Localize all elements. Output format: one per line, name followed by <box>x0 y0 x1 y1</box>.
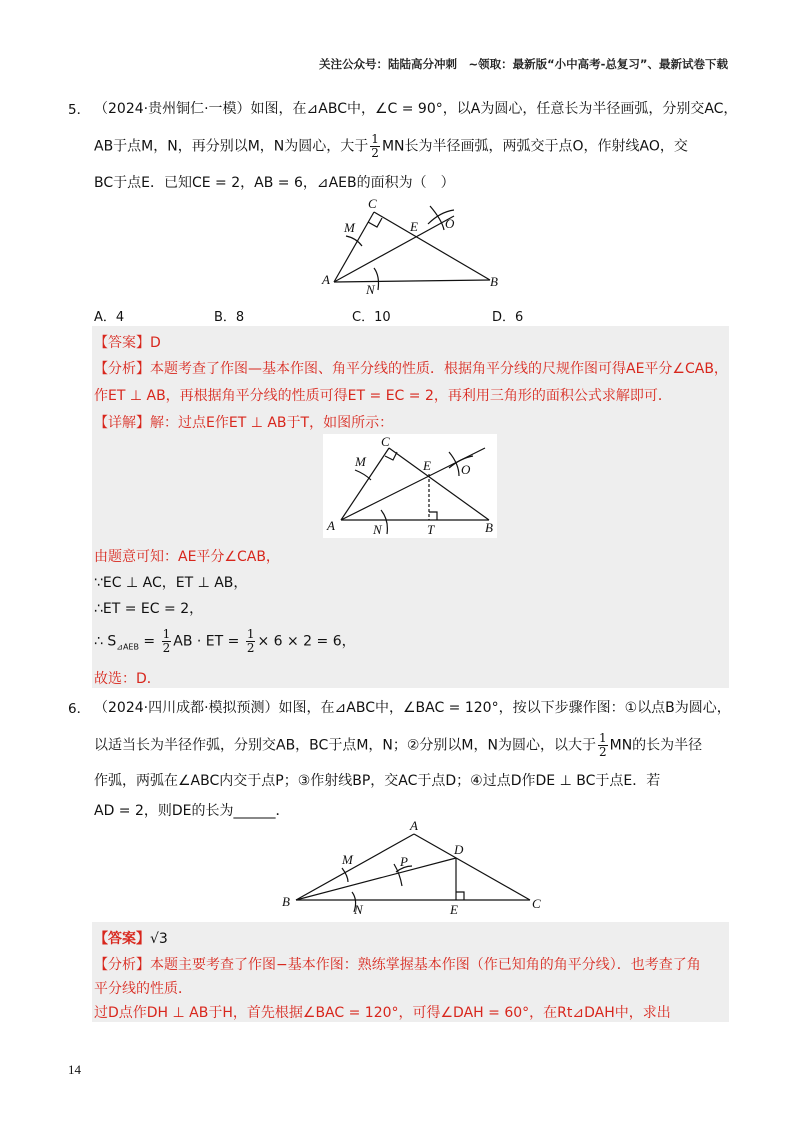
fig1-label-c: C <box>368 196 377 211</box>
q6-line3: 作弧，两弧在∠ABC内交于点P；③作射线BP，交AC于点D；④过点D作DE ⊥ BC于点E．若 <box>94 773 661 789</box>
fig2-label-m: M <box>355 454 366 469</box>
q5-solution-figure <box>323 434 497 538</box>
option-d: D．6 <box>492 310 524 325</box>
q6-analysis-1: 【分析】本题主要考查了作图−基本作图：熟练掌握基本作图（作已知角的角平分线）．也考查了角 <box>94 957 701 973</box>
q5-line2: AB于点M，N，再分别以M，N为圆心，大于 $\frac{1}{2}$ MN长为半径画弧，两弧交于点O，作射线AO，交 <box>94 132 688 160</box>
fig3-label-b: B <box>282 894 290 909</box>
fig3-label-d: D <box>454 842 464 857</box>
fig2-label-o: O <box>461 462 471 477</box>
fig2-label-a: A <box>327 518 335 533</box>
fraction-half: $\frac{1}{2}$ <box>371 132 379 160</box>
fig1-label-o: O <box>445 216 455 231</box>
fig3-label-m: M <box>342 852 353 867</box>
page-header: 关注公众号：陆陆高分冲刺 ~领取：最新版“小中高考-总复习”、最新试卷下载 <box>318 57 728 71</box>
fig1-label-e: E <box>410 219 418 234</box>
option-c: C．10 <box>352 310 391 325</box>
q5-number: 5． <box>68 102 91 118</box>
fig2-label-t: T <box>427 522 435 537</box>
q6-line4: AD = 2，则DE的长为______． <box>94 803 290 819</box>
fig1-label-a: A <box>322 272 330 287</box>
fig2-label-c: C <box>381 434 390 449</box>
fig3-label-c: C <box>532 896 541 911</box>
fig1-label-b: B <box>490 274 498 289</box>
q6-answer: 【答案】√3 <box>94 931 168 947</box>
q5-line3: BC于点E．已知CE = 2，AB = 6，⊿AEB的面积为（ ） <box>94 175 455 191</box>
q6-analysis-3: 过D点作DH ⊥ AB于H，首先根据∠BAC = 120°，可得∠DAH = 60°，在Rt⊿DAH中，求出 <box>94 1005 671 1021</box>
q6-line2: 以适当长为半径作弧，分别交AB，BC于点M，N；②分别以M，N为圆心，以大于 $\frac{1}{2}$ MN的长为半径 <box>94 731 703 759</box>
fig1-label-m: M <box>344 220 355 235</box>
q5-step-2: ∵EC ⊥ AC，ET ⊥ AB， <box>94 575 248 591</box>
fig2-label-e: E <box>423 458 431 473</box>
fig2-label-n: N <box>373 522 382 537</box>
fig2-label-b: B <box>485 520 493 535</box>
option-a: A．4 <box>94 310 125 325</box>
fig3-label-n: N <box>354 902 363 917</box>
page-number: 14 <box>68 1062 81 1077</box>
q5-line1: （2024·贵州铜仁·一模）如图，在⊿ABC中，∠C = 90°，以A为圆心，任意长为半径画弧，分别交AC， <box>94 101 738 117</box>
fig3-label-p: P <box>400 854 408 869</box>
option-b: B．8 <box>214 310 245 325</box>
q5-choose: 故选：D． <box>94 671 161 687</box>
q5-step-3: ∴ET = EC = 2， <box>94 601 204 617</box>
q5-step-4: ∴ $S_{⊿AEB}$ = $\frac{1}{2}$ AB · ET = $\frac{1}{2}$ × 6 × 2 = 6， <box>94 627 356 655</box>
q6-analysis-2: 平分线的性质． <box>94 981 192 997</box>
q5-answer: 【答案】D <box>94 335 161 351</box>
q6-line1: （2024·四川成都·模拟预测）如图，在⊿ABC中，∠BAC = 120°，按以下步骤作图：①以点B为圆心， <box>94 700 731 716</box>
fig1-label-n: N <box>366 282 375 296</box>
q5-analysis-2: 作ET ⊥ AB，再根据角平分线的性质可得ET = EC = 2，再利用三角形的面积公式求解即可． <box>94 388 672 404</box>
q6-number: 6． <box>68 701 91 717</box>
q5-detail: 【详解】解：过点E作ET ⊥ AB于T，如图所示： <box>94 415 394 431</box>
q5-figure <box>318 194 508 296</box>
q5-step-1: 由题意可知：AE平分∠CAB， <box>94 549 280 565</box>
fig3-label-a: A <box>410 820 418 833</box>
q6-figure <box>280 820 550 918</box>
fig3-label-e: E <box>450 902 458 917</box>
q5-analysis-1: 【分析】本题考查了作图—基本作图、角平分线的性质．根据角平分线的尺规作图可得AE平分∠CAB， <box>94 361 728 377</box>
